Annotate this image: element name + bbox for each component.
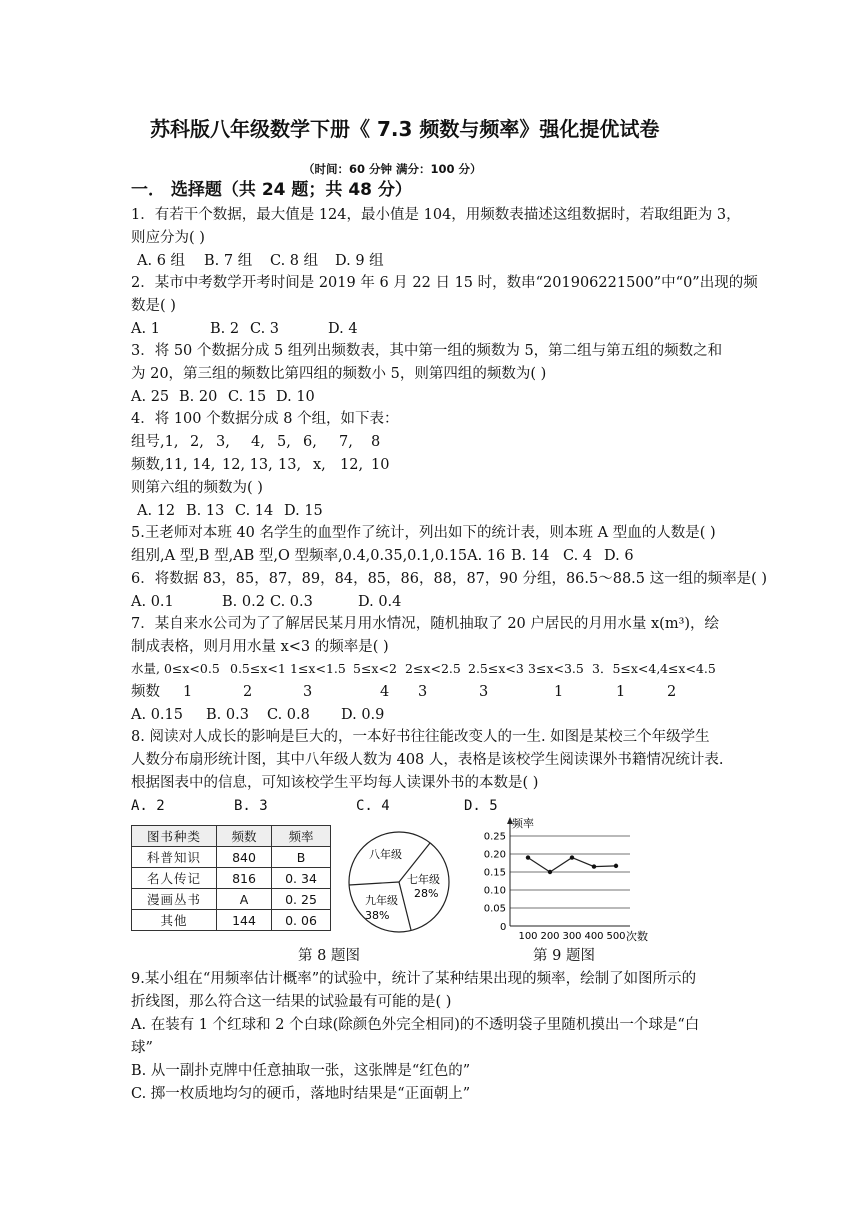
q4-option-c: C. 14 [235,503,274,519]
x-tick-label: 300 [562,931,582,942]
q3-option-b: B. 20 [179,389,218,405]
q7-range-header: 3≤x<3.5 [528,661,584,676]
y-tick-label: 0.10 [483,885,506,897]
x-tick-label: 100 [518,931,538,942]
table-cell: 144 [217,910,272,931]
q3-option-d: D. 10 [276,389,315,405]
data-point [614,864,618,868]
x-tick-label: 200 [540,931,560,942]
x-tick-labels [518,931,625,942]
q4-freq-cell: x, [313,457,326,473]
q2-stem-line2: 数是( ) [131,298,176,314]
q4-group-cell: 7, [339,434,353,450]
q6-stem: 6．将数据 83，85，87，89，84，85，86，88，87，90 分组，86.5～88.5 这一组的频率是( ) [131,571,768,587]
q7-range-header: 2≤x<2.5 [405,661,461,676]
table-cell: A [217,889,272,910]
q7-freq-value: 2 [667,684,677,700]
q7-option-a: A. 0.15 [131,707,183,723]
table-header: 频数 [217,826,272,847]
q5-stem-line1: 5.王老师对本班 40 名学生的血型作了统计，列出如下的统计表，则本班 A 型血的人数是( ) [131,525,716,541]
table-cell: 漫画丛书 [132,889,217,910]
q7-freq-label: 频数 [131,684,160,700]
frequency-line-chart [478,814,658,944]
q5-stem-line2: 组别,A 型,B 型,AB 型,O 型频率,0.4,0.35,0.1,0.15A. 16 [131,548,506,564]
q4-group-cell: 6, [303,434,317,450]
q7-freq-value: 1 [183,684,193,700]
q2-stem-line1: 2．某市中考数学开考时间是 2019 年 6 月 22 日 15 时，数串“201906221500”中“0”出现的频 [131,275,758,291]
q4-group-cell: 8 [371,434,381,450]
q2-option-b: B. 2 [210,321,240,337]
q7-freq-value: 4 [380,684,390,700]
q7-range-header: 1≤x<1.5 [290,661,346,676]
q4-freq-cell: 10 [371,457,390,473]
q7-freq-value: 2 [243,684,253,700]
q1-option-a: A. 6 组 [137,253,186,269]
q1-option-b: B. 7 组 [204,253,253,269]
data-point [592,864,596,868]
table-cell: 816 [217,868,272,889]
q5-option-b: B. 14 [511,548,550,564]
y-tick-label: 0.25 [483,831,506,843]
table-cell: 0. 25 [272,889,331,910]
table-cell: 名人传记 [132,868,217,889]
q7-freq-value: 1 [554,684,564,700]
q4-stem-line4: 则第六组的频数为( ) [131,480,263,496]
table-cell: 0. 34 [272,868,331,889]
q3-stem-line2: 为 20，第三组的频数比第四组的频数小 5，则第四组的频数为( ) [131,366,547,382]
q4-group-cell: 3, [216,434,230,450]
book-stats-table [131,825,331,931]
q5-option-d: D. 6 [604,548,634,564]
figure9-caption: 第 9 题图 [533,948,595,964]
y-tick-label: 0.05 [483,903,506,915]
q5-option-c: C. 4 [563,548,593,564]
q4-option-b: B. 13 [186,503,225,519]
q9-option-a-line2: 球” [131,1040,153,1056]
q7-range-header: 水量, 0≤x<0.5 [131,661,220,676]
pie-pct-grade9: 38% [365,909,390,922]
table-row [132,868,331,889]
q7-option-d: D. 0.9 [341,707,385,723]
q8-stem-line3: 根据图表中的信息，可知该校学生平均每人读课外书的本数是( ) [131,775,539,791]
q7-option-b: B. 0.3 [206,707,249,723]
q6-option-a: A. 0.1 [131,594,174,610]
q7-range-header: 5≤x<2 [353,661,397,676]
q3-stem-line1: 3．将 50 个数据分成 5 组列出频数表，其中第一组的频数为 5，第二组与第五组的频数之和 [131,343,723,359]
q1-stem-line2: 则应分为( ) [131,230,205,246]
chart-grid [510,836,630,908]
q6-option-d: D. 0.4 [358,594,402,610]
q3-option-a: A. 25 [131,389,170,405]
q8-option-b: B. 3 [234,798,268,814]
table-row [132,889,331,910]
q8-stem-line1: 8. 阅读对人成长的影响是巨大的，一本好书往往能改变人的一生. 如图是某校三个年级学生 [131,729,710,745]
q4-group-cell: 组号,1, [131,434,179,450]
q7-range-header: 3．5≤x<4, [592,661,661,676]
table-cell: 科普知识 [132,847,217,868]
q4-freq-cell: 12, [340,457,364,473]
pie-pct-grade7: 28% [414,887,439,900]
q7-freq-value: 1 [616,684,626,700]
q9-stem-line1: 9.某小组在“用频率估计概率”的试验中，统计了某种结果出现的频率，绘制了如图所示的 [131,971,697,987]
grade-pie-chart [345,828,455,938]
section-heading: 一． 选择题（共 24 题；共 48 分） [131,180,412,200]
x-tick-label: 500 [606,931,626,942]
q9-option-a-line1: A. 在装有 1 个红球和 2 个白球(除颜色外完全相同)的不透明袋子里随机摸出一个球是“白 [131,1017,700,1033]
x-axis-label: 次数 [626,930,648,943]
table-row [132,847,331,868]
q7-stem-line2: 制成表格，则月用水量 x<3 的频率是( ) [131,639,389,655]
pie-label-grade7: 七年级 [407,873,440,886]
q2-option-d: D. 4 [328,321,358,337]
table-cell: 其他 [132,910,217,931]
q8-option-c: C. 4 [356,798,390,814]
q4-option-d: D. 15 [284,503,323,519]
q4-stem-line1: 4．将 100 个数据分成 8 个组，如下表： [131,411,399,427]
q4-group-cell: 2, [190,434,204,450]
table-row [132,910,331,931]
q7-freq-value: 3 [418,684,428,700]
q8-option-d: D. 5 [464,798,498,814]
q1-stem-line1: 1．有若干个数据，最大值是 124，最小值是 104，用频数表描述这组数据时，若取组距为 3， [131,207,741,223]
table-header: 图书种类 [132,826,217,847]
pie-label-grade8: 八年级 [369,848,402,861]
data-point [548,870,552,874]
q4-freq-cell: 频数,11, 14, [131,457,216,473]
q1-option-d: D. 9 组 [335,253,384,269]
table-header: 频率 [272,826,331,847]
q4-group-cell: 4, [251,434,265,450]
q7-freq-value: 3 [479,684,489,700]
q2-option-c: C. 3 [250,321,280,337]
q3-option-c: C. 15 [228,389,267,405]
q4-freq-cell: 13, [278,457,302,473]
figure8-caption: 第 8 题图 [298,948,360,964]
q7-option-c: C. 0.8 [267,707,310,723]
y-tick-labels [484,832,506,915]
q2-option-a: A. 1 [131,321,160,337]
q7-range-header: 0.5≤x<1 [230,661,286,676]
y-tick-label: 0.15 [483,867,506,879]
y-axis-label: 频率 [512,817,534,830]
table-cell: 840 [217,847,272,868]
q7-freq-value: 3 [303,684,313,700]
exam-info: （时间：60 分钟 满分：100 分） [303,162,482,176]
data-point [570,855,574,859]
q7-stem-line1: 7．某自来水公司为了了解居民某月用水情况，随机抽取了 20 户居民的月用水量 x(m³)，绘 [131,616,720,632]
q9-option-b: B. 从一副扑克牌中任意抽取一张，这张牌是“红色的” [131,1063,471,1079]
q1-option-c: C. 8 组 [270,253,319,269]
q9-stem-line2: 折线图，那么符合这一结果的试验最有可能的是( ) [131,994,452,1010]
q4-option-a: A. 12 [137,503,176,519]
q7-range-header: 4≤x<4.5 [660,661,716,676]
q8-stem-line2: 人数分布扇形统计图，其中八年级人数为 408 人，表格是该校学生阅读课外书籍情况统计表. [131,752,724,768]
q7-range-header: 2.5≤x<3 [468,661,524,676]
origin-label: 0 [500,922,507,933]
data-point [526,855,530,859]
table-header-row [132,826,331,847]
y-tick-label: 0.20 [483,849,506,861]
q6-option-b: B. 0.2 [222,594,265,610]
table-cell: 0. 06 [272,910,331,931]
pie-label-grade9: 九年级 [365,894,398,907]
q8-option-a: A. 2 [131,798,165,814]
q9-option-c: C. 掷一枚质地均匀的硬币，落地时结果是“正面朝上” [131,1086,471,1102]
table-cell: B [272,847,331,868]
page-title: 苏科版八年级数学下册《 7.3 频数与频率》强化提优试卷 [150,117,660,141]
q6-option-c: C. 0.3 [270,594,313,610]
x-tick-label: 400 [584,931,604,942]
q4-freq-cell: 12, 13, [222,457,273,473]
q4-group-cell: 5, [277,434,291,450]
